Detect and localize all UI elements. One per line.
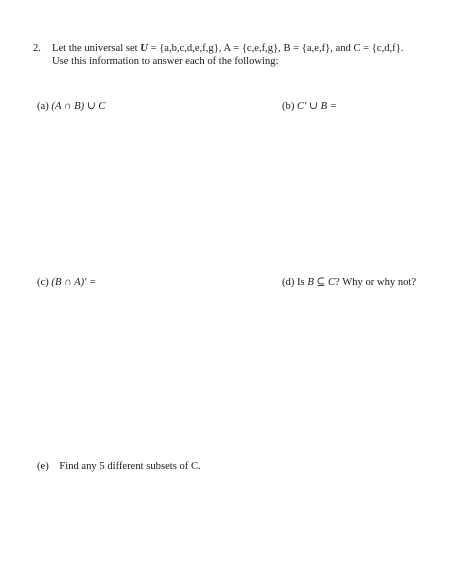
question-a	[37, 100, 105, 113]
question-b-expression: C′ ∪ B =	[297, 101, 337, 112]
statement-sets: = {a,b,c,d,e,f,g}, A = {c,e,f,g}, B = {a,e,f}, and C = {c,d,f}.	[147, 43, 404, 54]
problem-statement-line2: Use this information to answer each of the following:	[52, 56, 279, 67]
question-b	[282, 100, 337, 113]
question-d-label: (d)	[282, 277, 295, 288]
problem-number: 2.	[33, 43, 41, 54]
question-b-label: (b)	[282, 101, 295, 112]
problem-statement-line1	[52, 42, 403, 55]
question-c	[37, 276, 96, 289]
question-d	[282, 276, 416, 289]
statement-prefix: Let the universal set	[52, 43, 141, 54]
question-c-expression: (B ∩ A)′ =	[51, 277, 97, 288]
question-d-expression: B ⊆ C	[307, 277, 336, 288]
question-e-text: Find any 5 different subsets of C.	[59, 461, 201, 472]
universal-set-symbol: U	[140, 43, 148, 54]
question-e	[37, 460, 201, 473]
question-d-prefix: Is	[297, 277, 308, 288]
question-c-label: (c)	[37, 277, 49, 288]
question-a-label: (a)	[37, 101, 49, 112]
question-e-label: (e)	[37, 461, 49, 472]
question-a-expression: (A ∩ B) ∪ C	[51, 101, 106, 112]
question-d-suffix: ? Why or why not?	[335, 277, 417, 288]
